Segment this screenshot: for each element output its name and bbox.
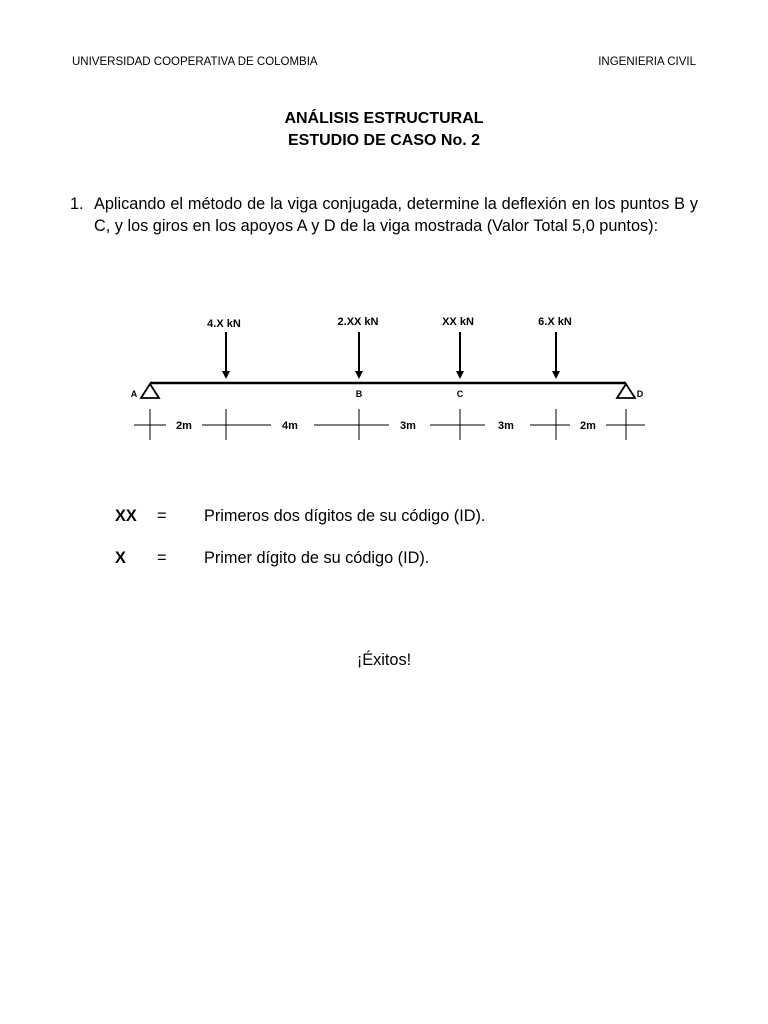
- load-label-1: 4.X kN: [207, 318, 241, 330]
- span-label-1: 2m: [176, 420, 192, 432]
- definition-description: Primeros dos dígitos de su código (ID).: [204, 507, 486, 525]
- span-label-3: 3m: [400, 420, 416, 432]
- span-label-4: 3m: [498, 420, 514, 432]
- support-d-icon: [617, 384, 635, 398]
- definition-symbol: X: [115, 549, 126, 567]
- point-label-b: B: [355, 389, 363, 399]
- question-text: Aplicando el método de la viga conjugada, determine la deflexión en los puntos B y C, y los giros en los apoyos A y D de la viga mostrada (Valor Total 5,0 puntos):: [94, 195, 698, 235]
- definition-symbol: XX: [115, 507, 137, 525]
- point-label-a: A: [130, 389, 138, 399]
- point-label-c: C: [456, 389, 464, 399]
- definition-description: Primer dígito de su código (ID).: [204, 549, 430, 567]
- document-title: ANÁLISIS ESTRUCTURAL: [284, 110, 484, 127]
- document-subtitle: ESTUDIO DE CASO No. 2: [287, 132, 481, 149]
- question-number: 1.: [70, 195, 84, 213]
- definition-equals: =: [157, 507, 167, 525]
- load-label-3: XX kN: [442, 316, 474, 328]
- load-label-2: 2.XX kN: [337, 316, 379, 328]
- header-university: UNIVERSIDAD COOPERATIVA DE COLOMBIA: [72, 56, 318, 68]
- definition-x: [115, 549, 429, 568]
- span-label-2: 4m: [282, 420, 298, 432]
- span-label-5: 2m: [580, 420, 596, 432]
- support-a-icon: [141, 384, 159, 398]
- definition-equals: =: [157, 549, 167, 567]
- load-label-4: 6.X kN: [538, 316, 572, 328]
- definition-xx: [115, 507, 485, 526]
- point-label-d: D: [636, 389, 644, 399]
- header-department: INGENIERIA CIVIL: [598, 56, 696, 68]
- closing-message: ¡Éxitos!: [356, 651, 412, 669]
